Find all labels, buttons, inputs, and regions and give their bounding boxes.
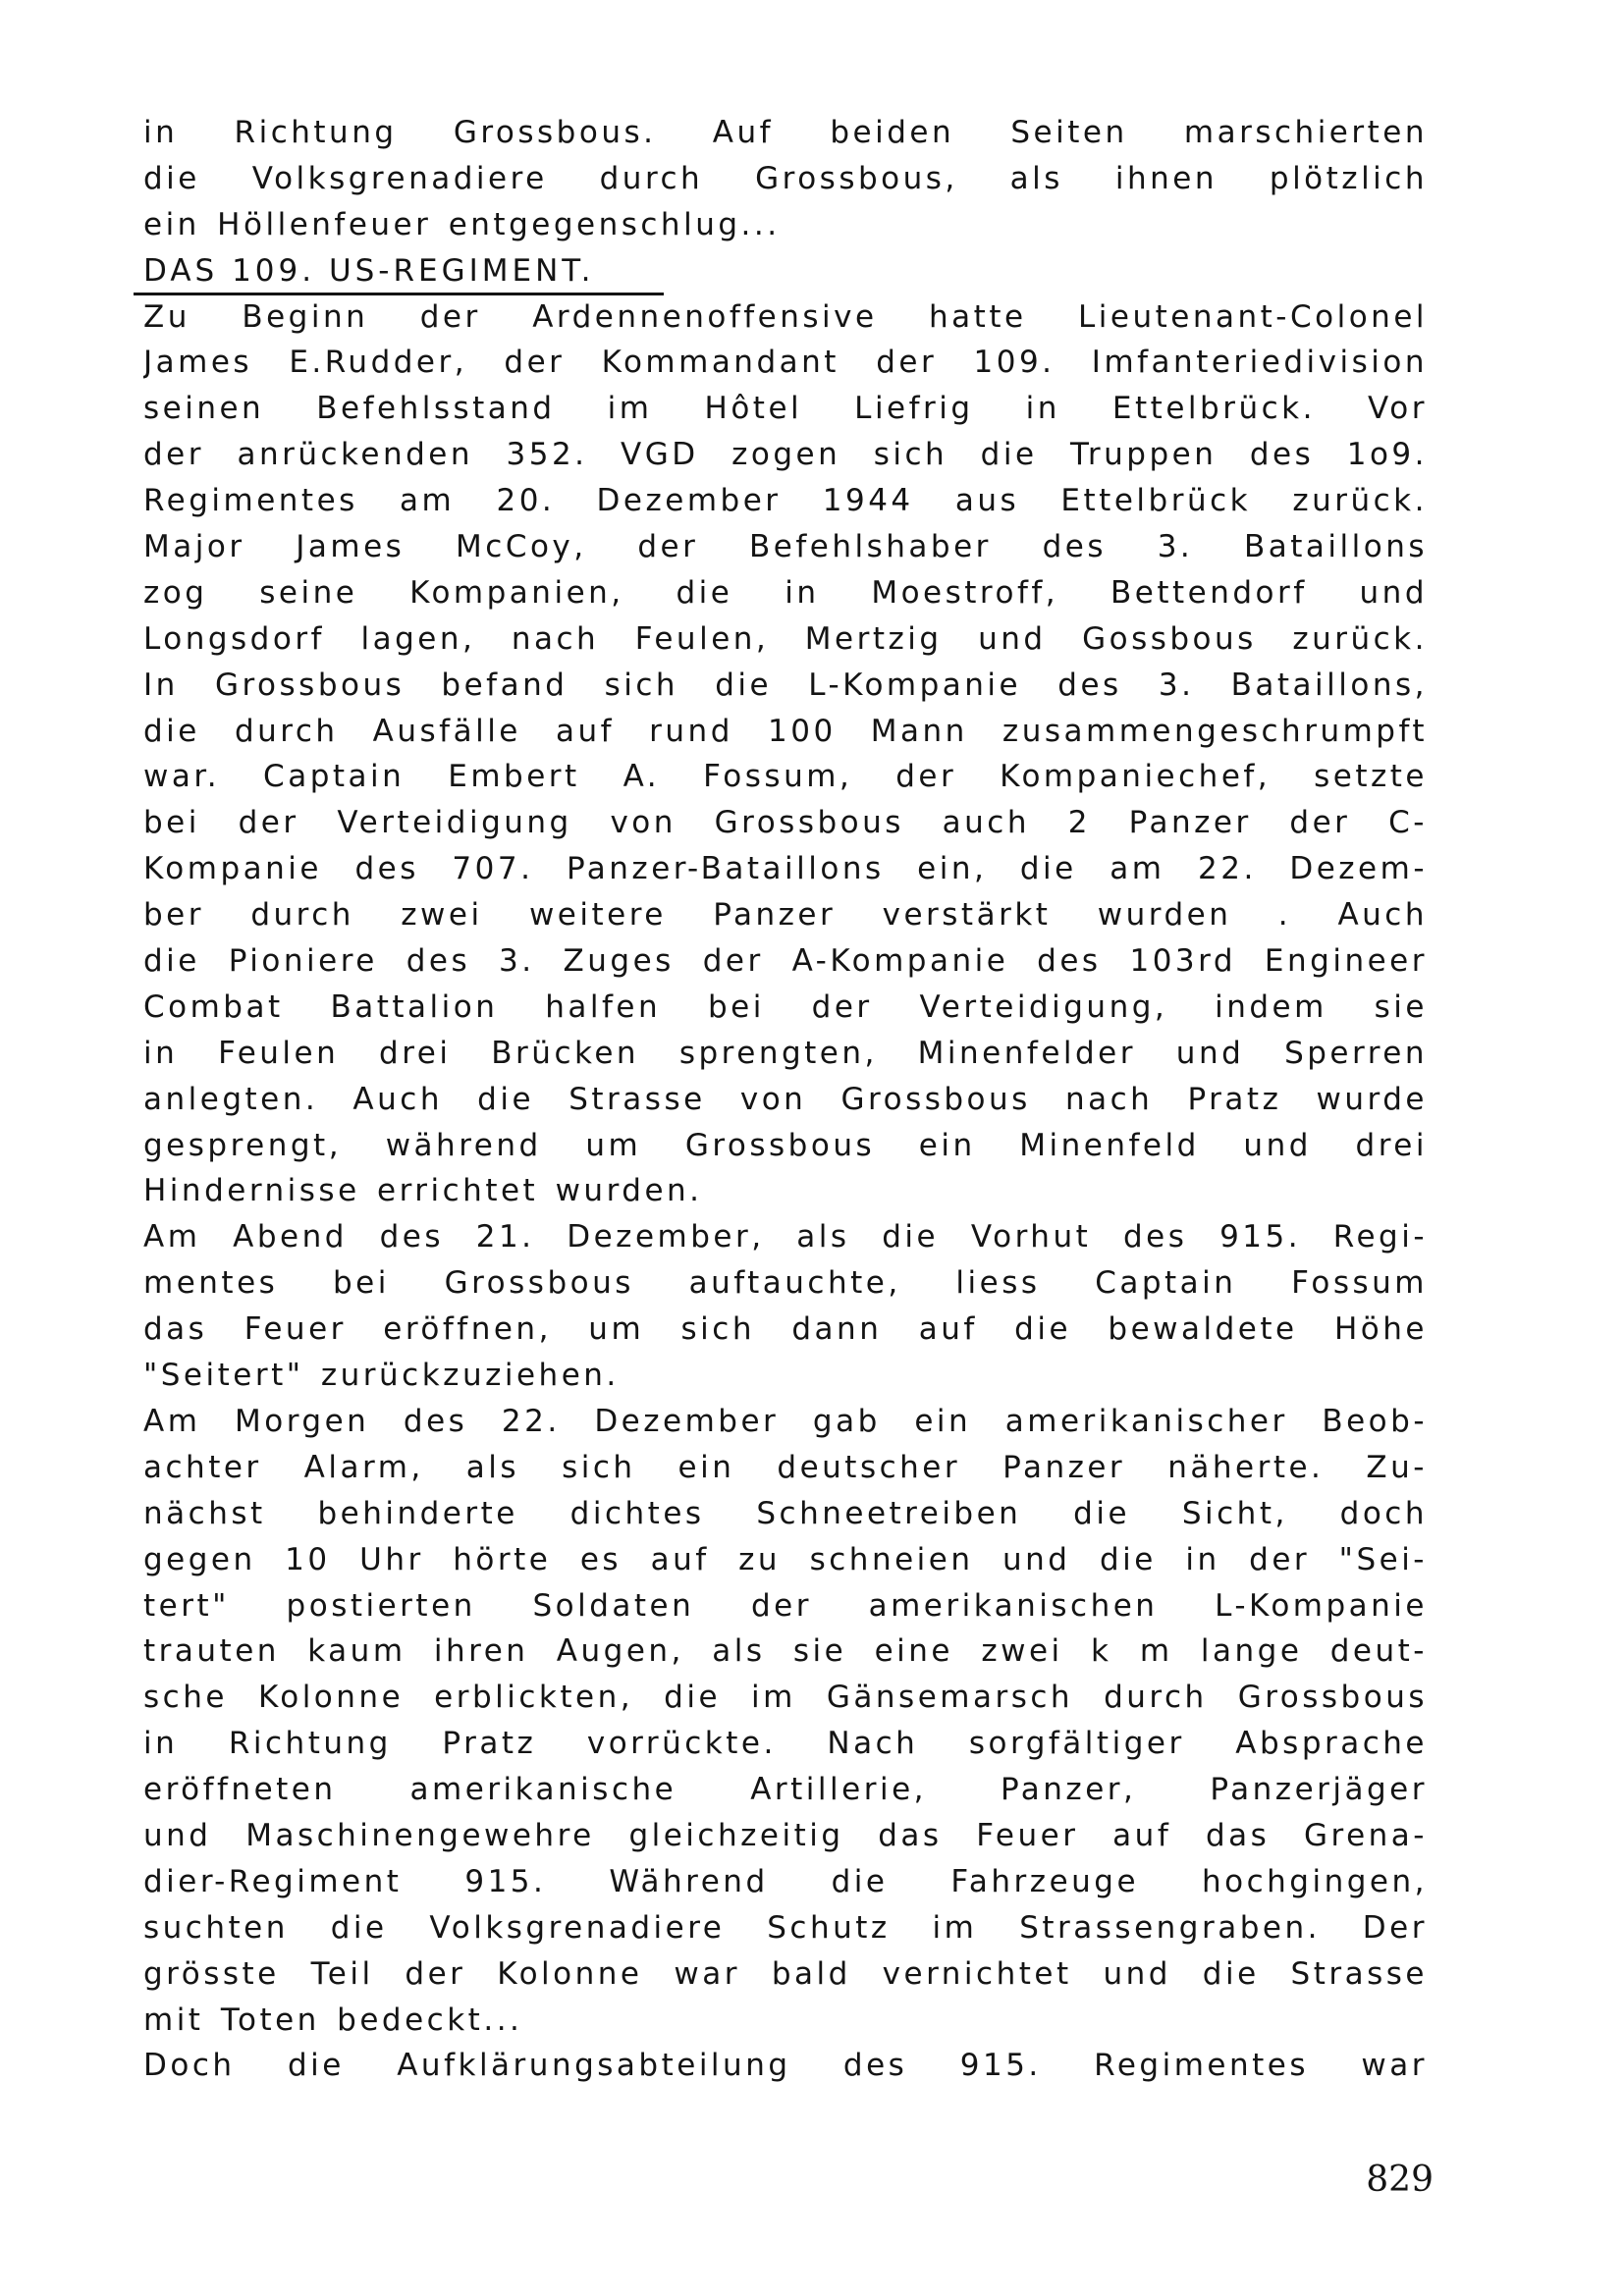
section-heading: [143, 248, 1428, 294]
text-line: dier-Regiment 915. Während die Fahrzeuge hochgingen,: [143, 1863, 1428, 1899]
text-line: in Richtung Grossbous. Auf beiden Seiten marschierten: [143, 115, 1428, 150]
text-line: Regimentes am 20. Dezember 1944 aus Ettelbrück zurück.: [143, 483, 1428, 519]
text-line: James E.Rudder, der Kommandant der 109. Imfanteriedivision: [143, 345, 1428, 381]
text-line: mit Toten bedeckt...: [143, 2002, 523, 2038]
text-line: Am Abend des 21. Dezember, als die Vorhut des 915. Regi-: [143, 1219, 1428, 1255]
text-line: Zu Beginn der Ardennenoffensive hatte Lieutenant-Colonel: [143, 298, 1428, 335]
text-line: war. Captain Embert A. Fossum, der Kompaniechef, setzte: [143, 759, 1428, 795]
text-line: gesprengt, während um Grossbous ein Minenfeld und drei: [143, 1127, 1428, 1163]
text-line: tert" postierten Soldaten der amerikanischen L-Kompanie: [143, 1587, 1428, 1624]
text-line: anlegten. Auch die Strasse von Grossbous nach Pratz wurde: [143, 1081, 1428, 1117]
text-line: "Seitert" zurückzuziehen.: [143, 1358, 620, 1394]
text-column: [143, 110, 1428, 2089]
text-line: Hindernisse errichtet wurden.: [143, 1173, 703, 1209]
text-line: seinen Befehlsstand im Hôtel Liefrig in Ettelbrück. Vor: [143, 391, 1428, 427]
text-line: das Feuer eröffnen, um sich dann auf die bewaldete Höhe: [143, 1311, 1428, 1348]
text-line: sche Kolonne erblickten, die im Gänsemarsch durch Grossbous: [143, 1680, 1428, 1716]
text-line: Combat Battalion halfen bei der Verteidigung, indem sie: [143, 988, 1428, 1025]
text-line: Doch die Aufklärungsabteilung des 915. Regimentes war: [143, 2048, 1428, 2084]
text-line: mentes bei Grossbous auftauchte, liess Captain Fossum: [143, 1265, 1428, 1302]
text-line: ein Höllenfeuer entgegenschlug...: [143, 206, 781, 242]
text-line: eröffneten amerikanische Artillerie, Panzer, Panzerjäger: [143, 1772, 1428, 1808]
text-line: Kompanie des 707. Panzer-Bataillons ein, die am 22. Dezem-: [143, 851, 1428, 887]
text-line: die Pioniere des 3. Zuges der A-Kompanie des 103rd Engineer: [143, 943, 1428, 980]
text-line: der anrückenden 352. VGD zogen sich die Truppen des 1o9.: [143, 437, 1428, 473]
text-line: trauten kaum ihren Augen, als sie eine zwei k m lange deut-: [143, 1633, 1428, 1670]
text-line: die Volksgrenadiere durch Grossbous, als ihnen plötzlich: [143, 160, 1428, 196]
text-line: Major James McCoy, der Befehlshaber des 3. Bataillons: [143, 529, 1428, 565]
heading-underline: [134, 293, 664, 295]
text-line: in Richtung Pratz vorrückte. Nach sorgfältiger Absprache: [143, 1726, 1428, 1762]
text-line: ber durch zwei weitere Panzer verstärkt wurden . Auch: [143, 897, 1428, 934]
text-line: achter Alarm, als sich ein deutscher Panzer näherte. Zu-: [143, 1449, 1428, 1485]
text-line: Longsdorf lagen, nach Feulen, Mertzig und Gossbous zurück.: [143, 620, 1428, 657]
text-line: gegen 10 Uhr hörte es auf zu schneien und die in der "Sei-: [143, 1541, 1428, 1577]
text-line: Am Morgen des 22. Dezember gab ein amerikanischer Beob-: [143, 1403, 1428, 1439]
text-line: In Grossbous befand sich die L-Kompanie des 3. Bataillons,: [143, 667, 1428, 703]
text-line: suchten die Volksgrenadiere Schutz im Strassengraben. Der: [143, 1909, 1428, 1946]
text-line: bei der Verteidigung von Grossbous auch 2 Panzer der C-: [143, 805, 1428, 841]
text-line: und Maschinengewehre gleichzeitig das Feuer auf das Grena-: [143, 1817, 1428, 1853]
text-line: in Feulen drei Brücken sprengten, Minenfelder und Sperren: [143, 1035, 1428, 1071]
text-line: die durch Ausfälle auf rund 100 Mann zusammengeschrumpft: [143, 713, 1428, 749]
text-line: zog seine Kompanien, die in Moestroff, Bettendorf und: [143, 574, 1428, 611]
section-heading-text: DAS 109. US-REGIMENT.: [143, 252, 595, 289]
text-line: nächst behinderte dichtes Schneetreiben die Sicht, doch: [143, 1495, 1428, 1531]
text-line: grösste Teil der Kolonne war bald vernichtet und die Strasse: [143, 1955, 1428, 1992]
page-number: 829: [1366, 2160, 1434, 2200]
